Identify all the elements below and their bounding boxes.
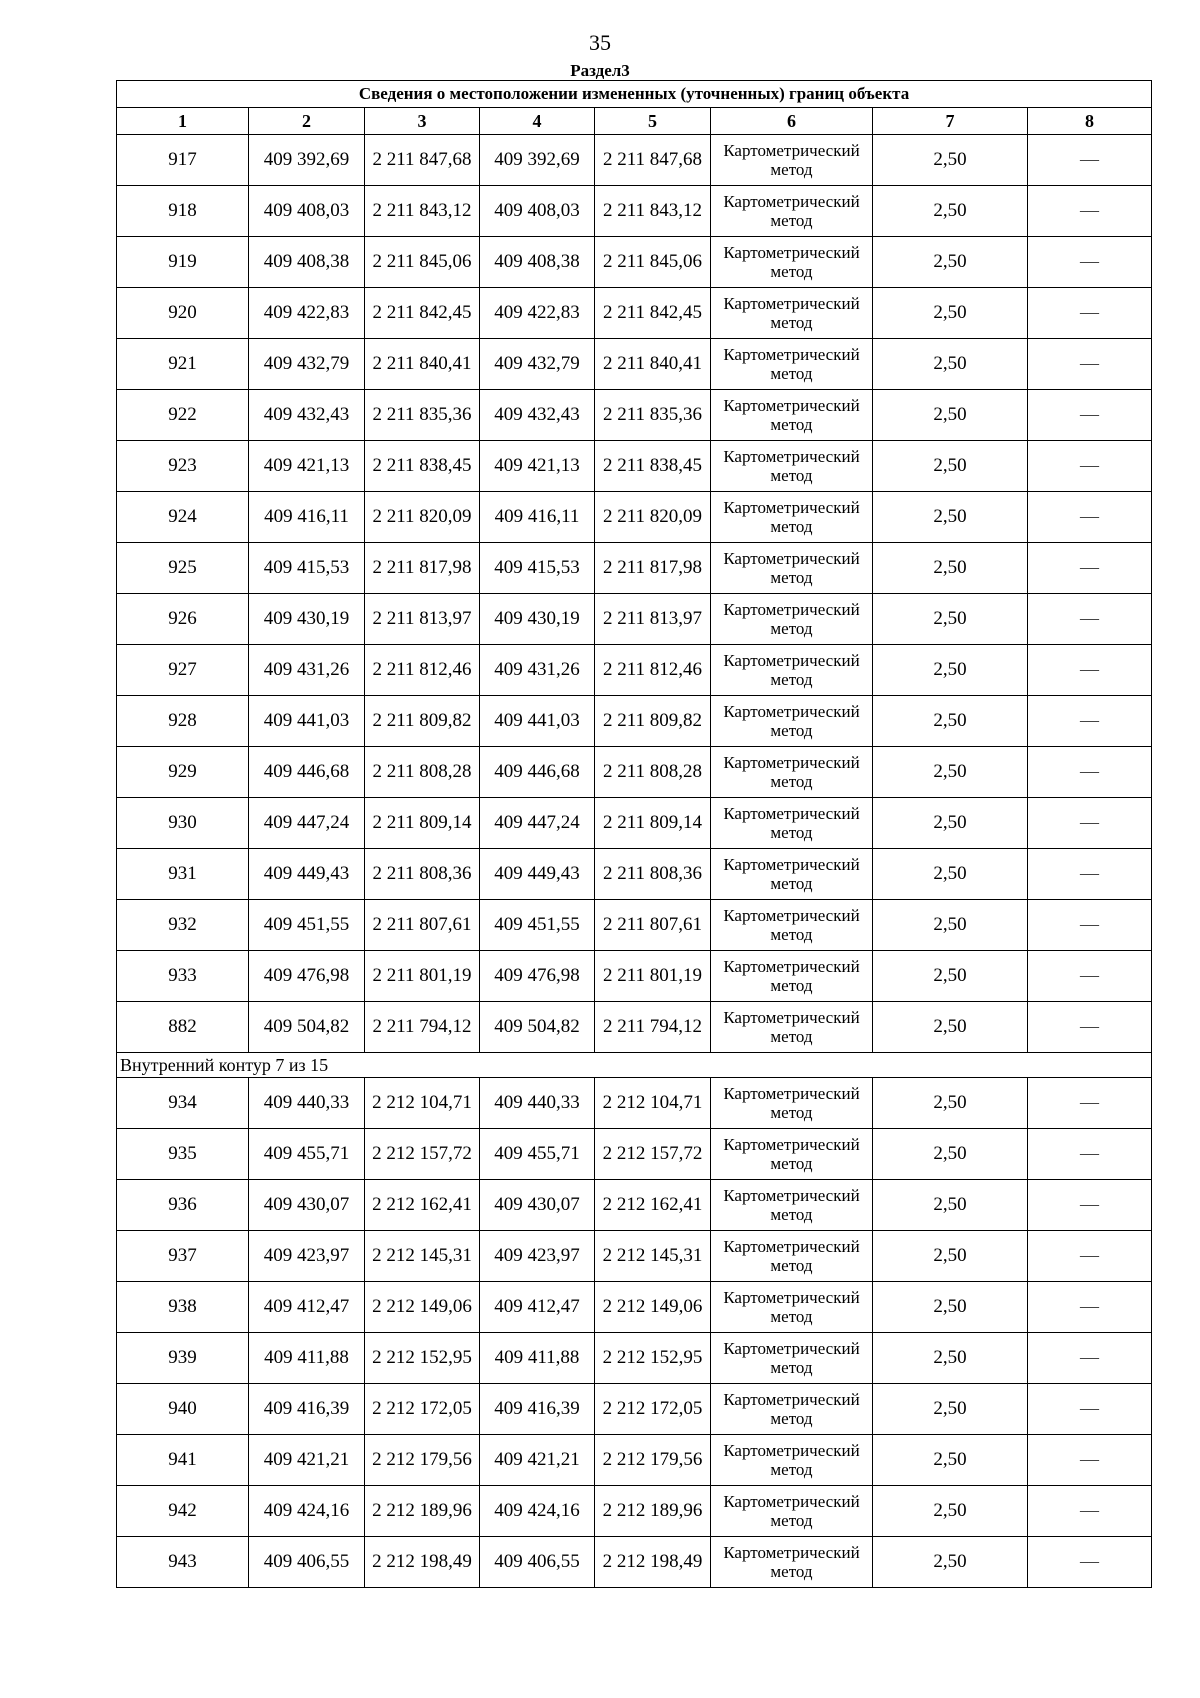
description-cell: — <box>1028 1537 1152 1588</box>
x-new-cell: 409 421,13 <box>480 441 595 492</box>
method-cell: Картометрический метод <box>711 135 873 186</box>
accuracy-cell: 2,50 <box>873 696 1028 747</box>
y-new-cell: 2 212 162,41 <box>595 1180 711 1231</box>
description-cell: — <box>1028 798 1152 849</box>
method-cell: Картометрический метод <box>711 1384 873 1435</box>
table-row <box>117 1231 1152 1282</box>
method-cell: Картометрический метод <box>711 1002 873 1053</box>
y-old-cell: 2 212 198,49 <box>365 1537 480 1588</box>
x-old-cell: 409 504,82 <box>249 1002 365 1053</box>
point-number-cell: 924 <box>117 492 249 543</box>
description-cell: — <box>1028 849 1152 900</box>
accuracy-cell: 2,50 <box>873 390 1028 441</box>
description-cell: — <box>1028 339 1152 390</box>
accuracy-cell: 2,50 <box>873 339 1028 390</box>
description-cell: — <box>1028 1129 1152 1180</box>
x-new-cell: 409 406,55 <box>480 1537 595 1588</box>
table-row <box>117 849 1152 900</box>
x-old-cell: 409 431,26 <box>249 645 365 696</box>
accuracy-cell: 2,50 <box>873 186 1028 237</box>
point-number-cell: 934 <box>117 1078 249 1129</box>
point-number-cell: 922 <box>117 390 249 441</box>
point-number-cell: 928 <box>117 696 249 747</box>
table-row <box>117 1435 1152 1486</box>
y-old-cell: 2 212 145,31 <box>365 1231 480 1282</box>
y-new-cell: 2 212 149,06 <box>595 1282 711 1333</box>
point-number-cell: 935 <box>117 1129 249 1180</box>
method-cell: Картометрический метод <box>711 747 873 798</box>
x-old-cell: 409 432,43 <box>249 390 365 441</box>
accuracy-cell: 2,50 <box>873 1384 1028 1435</box>
x-new-cell: 409 421,21 <box>480 1435 595 1486</box>
accuracy-cell: 2,50 <box>873 900 1028 951</box>
x-old-cell: 409 411,88 <box>249 1333 365 1384</box>
table-caption-row <box>117 81 1152 108</box>
description-cell: — <box>1028 441 1152 492</box>
y-new-cell: 2 212 145,31 <box>595 1231 711 1282</box>
point-number-cell: 941 <box>117 1435 249 1486</box>
y-new-cell: 2 211 847,68 <box>595 135 711 186</box>
description-cell: — <box>1028 900 1152 951</box>
x-new-cell: 409 447,24 <box>480 798 595 849</box>
y-old-cell: 2 211 809,82 <box>365 696 480 747</box>
accuracy-cell: 2,50 <box>873 594 1028 645</box>
x-old-cell: 409 446,68 <box>249 747 365 798</box>
y-new-cell: 2 212 152,95 <box>595 1333 711 1384</box>
x-old-cell: 409 440,33 <box>249 1078 365 1129</box>
contour-title: Внутренний контур 7 из 15 <box>117 1053 1152 1078</box>
column-header: 3 <box>365 108 480 135</box>
method-cell: Картометрический метод <box>711 441 873 492</box>
y-old-cell: 2 211 801,19 <box>365 951 480 1002</box>
point-number-cell: 929 <box>117 747 249 798</box>
y-new-cell: 2 212 104,71 <box>595 1078 711 1129</box>
y-new-cell: 2 212 189,96 <box>595 1486 711 1537</box>
x-new-cell: 409 412,47 <box>480 1282 595 1333</box>
accuracy-cell: 2,50 <box>873 747 1028 798</box>
y-new-cell: 2 211 812,46 <box>595 645 711 696</box>
method-cell: Картометрический метод <box>711 696 873 747</box>
point-number-cell: 942 <box>117 1486 249 1537</box>
point-number-cell: 936 <box>117 1180 249 1231</box>
method-cell: Картометрический метод <box>711 1129 873 1180</box>
y-old-cell: 2 211 842,45 <box>365 288 480 339</box>
y-old-cell: 2 211 835,36 <box>365 390 480 441</box>
y-old-cell: 2 211 845,06 <box>365 237 480 288</box>
y-new-cell: 2 212 198,49 <box>595 1537 711 1588</box>
accuracy-cell: 2,50 <box>873 543 1028 594</box>
y-old-cell: 2 211 840,41 <box>365 339 480 390</box>
point-number-cell: 918 <box>117 186 249 237</box>
accuracy-cell: 2,50 <box>873 288 1028 339</box>
x-old-cell: 409 392,69 <box>249 135 365 186</box>
x-old-cell: 409 449,43 <box>249 849 365 900</box>
x-old-cell: 409 412,47 <box>249 1282 365 1333</box>
table-row <box>117 594 1152 645</box>
method-cell: Картометрический метод <box>711 339 873 390</box>
x-old-cell: 409 430,07 <box>249 1180 365 1231</box>
y-old-cell: 2 211 807,61 <box>365 900 480 951</box>
point-number-cell: 917 <box>117 135 249 186</box>
table-row <box>117 798 1152 849</box>
method-cell: Картометрический метод <box>711 849 873 900</box>
description-cell: — <box>1028 135 1152 186</box>
x-new-cell: 409 416,39 <box>480 1384 595 1435</box>
accuracy-cell: 2,50 <box>873 135 1028 186</box>
point-number-cell: 920 <box>117 288 249 339</box>
y-new-cell: 2 212 172,05 <box>595 1384 711 1435</box>
method-cell: Картометрический метод <box>711 390 873 441</box>
table-row <box>117 441 1152 492</box>
x-old-cell: 409 455,71 <box>249 1129 365 1180</box>
x-old-cell: 409 432,79 <box>249 339 365 390</box>
x-old-cell: 409 423,97 <box>249 1231 365 1282</box>
accuracy-cell: 2,50 <box>873 441 1028 492</box>
method-cell: Картометрический метод <box>711 951 873 1002</box>
point-number-cell: 932 <box>117 900 249 951</box>
x-new-cell: 409 432,43 <box>480 390 595 441</box>
y-old-cell: 2 211 794,12 <box>365 1002 480 1053</box>
column-header: 5 <box>595 108 711 135</box>
method-cell: Картометрический метод <box>711 645 873 696</box>
table-row <box>117 951 1152 1002</box>
description-cell: — <box>1028 1282 1152 1333</box>
x-new-cell: 409 424,16 <box>480 1486 595 1537</box>
y-new-cell: 2 211 840,41 <box>595 339 711 390</box>
point-number-cell: 937 <box>117 1231 249 1282</box>
method-cell: Картометрический метод <box>711 1078 873 1129</box>
x-new-cell: 409 416,11 <box>480 492 595 543</box>
y-new-cell: 2 211 838,45 <box>595 441 711 492</box>
y-old-cell: 2 211 813,97 <box>365 594 480 645</box>
x-new-cell: 409 392,69 <box>480 135 595 186</box>
accuracy-cell: 2,50 <box>873 237 1028 288</box>
y-new-cell: 2 211 817,98 <box>595 543 711 594</box>
method-cell: Картометрический метод <box>711 492 873 543</box>
x-old-cell: 409 415,53 <box>249 543 365 594</box>
table-row <box>117 492 1152 543</box>
x-old-cell: 409 476,98 <box>249 951 365 1002</box>
description-cell: — <box>1028 1078 1152 1129</box>
x-new-cell: 409 408,03 <box>480 186 595 237</box>
description-cell: — <box>1028 594 1152 645</box>
table-row <box>117 747 1152 798</box>
table-row <box>117 1002 1152 1053</box>
coordinates-table <box>116 80 1152 1588</box>
description-cell: — <box>1028 951 1152 1002</box>
table-row <box>117 339 1152 390</box>
description-cell: — <box>1028 1333 1152 1384</box>
point-number-cell: 921 <box>117 339 249 390</box>
x-old-cell: 409 447,24 <box>249 798 365 849</box>
contour-title-row <box>117 1053 1152 1078</box>
table-row <box>117 390 1152 441</box>
table-row <box>117 1078 1152 1129</box>
description-cell: — <box>1028 492 1152 543</box>
y-old-cell: 2 211 817,98 <box>365 543 480 594</box>
table-row <box>117 1282 1152 1333</box>
x-new-cell: 409 408,38 <box>480 237 595 288</box>
point-number-cell: 919 <box>117 237 249 288</box>
accuracy-cell: 2,50 <box>873 1180 1028 1231</box>
table-row <box>117 696 1152 747</box>
description-cell: — <box>1028 1435 1152 1486</box>
y-new-cell: 2 211 820,09 <box>595 492 711 543</box>
y-new-cell: 2 211 813,97 <box>595 594 711 645</box>
x-new-cell: 409 451,55 <box>480 900 595 951</box>
accuracy-cell: 2,50 <box>873 492 1028 543</box>
accuracy-cell: 2,50 <box>873 1282 1028 1333</box>
accuracy-cell: 2,50 <box>873 645 1028 696</box>
y-old-cell: 2 212 162,41 <box>365 1180 480 1231</box>
y-old-cell: 2 212 149,06 <box>365 1282 480 1333</box>
method-cell: Картометрический метод <box>711 186 873 237</box>
x-old-cell: 409 451,55 <box>249 900 365 951</box>
y-new-cell: 2 211 843,12 <box>595 186 711 237</box>
y-old-cell: 2 211 808,36 <box>365 849 480 900</box>
accuracy-cell: 2,50 <box>873 1435 1028 1486</box>
y-old-cell: 2 212 172,05 <box>365 1384 480 1435</box>
table-row <box>117 1384 1152 1435</box>
y-old-cell: 2 211 847,68 <box>365 135 480 186</box>
column-header: 7 <box>873 108 1028 135</box>
point-number-cell: 931 <box>117 849 249 900</box>
point-number-cell: 933 <box>117 951 249 1002</box>
x-old-cell: 409 421,21 <box>249 1435 365 1486</box>
point-number-cell: 939 <box>117 1333 249 1384</box>
accuracy-cell: 2,50 <box>873 1002 1028 1053</box>
x-old-cell: 409 408,03 <box>249 186 365 237</box>
y-new-cell: 2 211 835,36 <box>595 390 711 441</box>
method-cell: Картометрический метод <box>711 543 873 594</box>
point-number-cell: 938 <box>117 1282 249 1333</box>
accuracy-cell: 2,50 <box>873 798 1028 849</box>
description-cell: — <box>1028 1180 1152 1231</box>
y-old-cell: 2 211 843,12 <box>365 186 480 237</box>
table-row <box>117 1180 1152 1231</box>
x-new-cell: 409 430,07 <box>480 1180 595 1231</box>
x-new-cell: 409 422,83 <box>480 288 595 339</box>
y-old-cell: 2 211 808,28 <box>365 747 480 798</box>
column-header: 8 <box>1028 108 1152 135</box>
description-cell: — <box>1028 645 1152 696</box>
table-row <box>117 543 1152 594</box>
accuracy-cell: 2,50 <box>873 1537 1028 1588</box>
accuracy-cell: 2,50 <box>873 951 1028 1002</box>
y-new-cell: 2 211 808,36 <box>595 849 711 900</box>
description-cell: — <box>1028 1231 1152 1282</box>
x-new-cell: 409 430,19 <box>480 594 595 645</box>
column-header: 2 <box>249 108 365 135</box>
x-new-cell: 409 446,68 <box>480 747 595 798</box>
y-new-cell: 2 211 808,28 <box>595 747 711 798</box>
x-new-cell: 409 476,98 <box>480 951 595 1002</box>
method-cell: Картометрический метод <box>711 237 873 288</box>
x-old-cell: 409 424,16 <box>249 1486 365 1537</box>
description-cell: — <box>1028 1486 1152 1537</box>
x-old-cell: 409 430,19 <box>249 594 365 645</box>
table-row <box>117 1333 1152 1384</box>
x-old-cell: 409 408,38 <box>249 237 365 288</box>
table-row <box>117 1486 1152 1537</box>
x-old-cell: 409 416,11 <box>249 492 365 543</box>
y-new-cell: 2 211 801,19 <box>595 951 711 1002</box>
method-cell: Картометрический метод <box>711 1333 873 1384</box>
table-caption: Сведения о местоположении измененных (уточненных) границ объекта <box>117 81 1152 108</box>
x-old-cell: 409 422,83 <box>249 288 365 339</box>
x-old-cell: 409 416,39 <box>249 1384 365 1435</box>
point-number-cell: 927 <box>117 645 249 696</box>
method-cell: Картометрический метод <box>711 1282 873 1333</box>
point-number-cell: 923 <box>117 441 249 492</box>
column-header-row <box>117 108 1152 135</box>
description-cell: — <box>1028 543 1152 594</box>
method-cell: Картометрический метод <box>711 1486 873 1537</box>
point-number-cell: 940 <box>117 1384 249 1435</box>
x-new-cell: 409 411,88 <box>480 1333 595 1384</box>
y-new-cell: 2 211 794,12 <box>595 1002 711 1053</box>
method-cell: Картометрический метод <box>711 1537 873 1588</box>
y-new-cell: 2 211 809,82 <box>595 696 711 747</box>
y-new-cell: 2 211 842,45 <box>595 288 711 339</box>
accuracy-cell: 2,50 <box>873 1078 1028 1129</box>
table-body <box>117 81 1152 1588</box>
y-old-cell: 2 212 152,95 <box>365 1333 480 1384</box>
x-new-cell: 409 449,43 <box>480 849 595 900</box>
method-cell: Картометрический метод <box>711 1435 873 1486</box>
point-number-cell: 926 <box>117 594 249 645</box>
page-number: 35 <box>589 30 611 55</box>
description-cell: — <box>1028 390 1152 441</box>
method-cell: Картометрический метод <box>711 798 873 849</box>
method-cell: Картометрический метод <box>711 1231 873 1282</box>
x-new-cell: 409 415,53 <box>480 543 595 594</box>
method-cell: Картометрический метод <box>711 1180 873 1231</box>
table-row <box>117 186 1152 237</box>
y-old-cell: 2 212 157,72 <box>365 1129 480 1180</box>
description-cell: — <box>1028 1002 1152 1053</box>
y-old-cell: 2 212 179,56 <box>365 1435 480 1486</box>
point-number-cell: 882 <box>117 1002 249 1053</box>
x-new-cell: 409 455,71 <box>480 1129 595 1180</box>
accuracy-cell: 2,50 <box>873 1333 1028 1384</box>
accuracy-cell: 2,50 <box>873 849 1028 900</box>
y-new-cell: 2 211 809,14 <box>595 798 711 849</box>
table-row <box>117 237 1152 288</box>
accuracy-cell: 2,50 <box>873 1486 1028 1537</box>
x-new-cell: 409 431,26 <box>480 645 595 696</box>
x-new-cell: 409 432,79 <box>480 339 595 390</box>
column-header: 6 <box>711 108 873 135</box>
method-cell: Картометрический метод <box>711 900 873 951</box>
x-old-cell: 409 421,13 <box>249 441 365 492</box>
table-row <box>117 645 1152 696</box>
column-header: 4 <box>480 108 595 135</box>
x-new-cell: 409 504,82 <box>480 1002 595 1053</box>
section-title: Раздел3 <box>570 61 630 80</box>
point-number-cell: 925 <box>117 543 249 594</box>
table-row <box>117 288 1152 339</box>
table-row <box>117 135 1152 186</box>
table-row <box>117 1537 1152 1588</box>
y-old-cell: 2 211 809,14 <box>365 798 480 849</box>
y-new-cell: 2 211 807,61 <box>595 900 711 951</box>
table-row <box>117 900 1152 951</box>
description-cell: — <box>1028 237 1152 288</box>
description-cell: — <box>1028 186 1152 237</box>
description-cell: — <box>1028 747 1152 798</box>
column-header: 1 <box>117 108 249 135</box>
method-cell: Картометрический метод <box>711 594 873 645</box>
y-old-cell: 2 211 838,45 <box>365 441 480 492</box>
description-cell: — <box>1028 288 1152 339</box>
y-old-cell: 2 211 812,46 <box>365 645 480 696</box>
accuracy-cell: 2,50 <box>873 1231 1028 1282</box>
method-cell: Картометрический метод <box>711 288 873 339</box>
description-cell: — <box>1028 1384 1152 1435</box>
y-new-cell: 2 212 157,72 <box>595 1129 711 1180</box>
description-cell: — <box>1028 696 1152 747</box>
y-old-cell: 2 211 820,09 <box>365 492 480 543</box>
point-number-cell: 930 <box>117 798 249 849</box>
point-number-cell: 943 <box>117 1537 249 1588</box>
x-old-cell: 409 441,03 <box>249 696 365 747</box>
y-new-cell: 2 212 179,56 <box>595 1435 711 1486</box>
x-old-cell: 409 406,55 <box>249 1537 365 1588</box>
x-new-cell: 409 423,97 <box>480 1231 595 1282</box>
x-new-cell: 409 440,33 <box>480 1078 595 1129</box>
y-new-cell: 2 211 845,06 <box>595 237 711 288</box>
table-row <box>117 1129 1152 1180</box>
x-new-cell: 409 441,03 <box>480 696 595 747</box>
y-old-cell: 2 212 104,71 <box>365 1078 480 1129</box>
y-old-cell: 2 212 189,96 <box>365 1486 480 1537</box>
accuracy-cell: 2,50 <box>873 1129 1028 1180</box>
